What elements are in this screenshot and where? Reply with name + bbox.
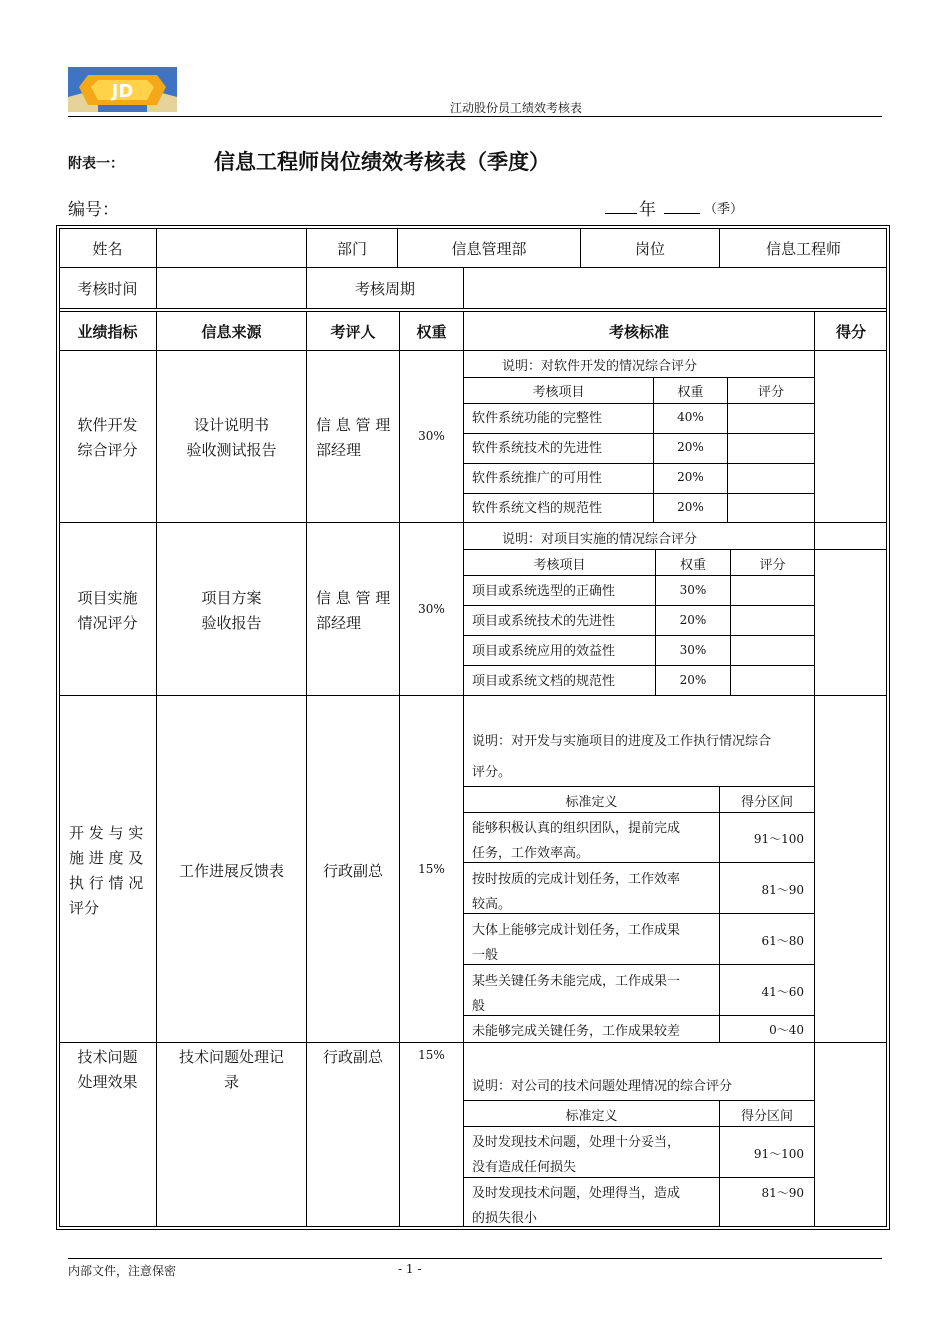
period-label: 考核周期 [354, 280, 415, 298]
score-range: 91～100 [753, 1147, 804, 1161]
item-weight: 30% [679, 643, 707, 657]
post-label: 岗位 [634, 240, 665, 258]
sub-header: 评分 [759, 558, 786, 573]
item-name: 软件系统功能的完整性 [472, 411, 603, 426]
indicator-line: 评分 [69, 899, 100, 917]
item-name: 项目或系统选型的正确性 [472, 584, 616, 599]
indicator-line: 施 进 度 及 [69, 849, 144, 867]
col-indicator: 业绩指标 [77, 323, 138, 341]
standard-note: 说明：对项目实施的情况综合评分 [502, 532, 698, 547]
score-range: 41～60 [761, 985, 804, 999]
evaluator-line: 信 息 管 理 [316, 416, 391, 434]
indicator-line: 综合评分 [77, 441, 138, 459]
sub-header: 标准定义 [565, 1109, 618, 1124]
item-name: 软件系统推广的可用性 [472, 471, 603, 486]
score-range: 81～90 [761, 883, 804, 897]
sub-header: 权重 [677, 385, 704, 400]
definition-line: 般 [472, 999, 486, 1014]
sub-header: 权重 [679, 558, 706, 573]
name-label: 姓名 [92, 240, 123, 258]
indicator-line: 技术问题 [77, 1048, 138, 1066]
confidential-note: 内部文件，注意保密 [68, 1264, 177, 1278]
item-weight: 30% [679, 583, 707, 597]
source-line: 验收报告 [201, 614, 262, 632]
page-number: - 1 - [398, 1262, 422, 1276]
sub-header: 标准定义 [565, 795, 618, 810]
item-weight: 20% [679, 673, 707, 687]
source-line: 技术问题处理记 [178, 1048, 284, 1066]
item-weight: 20% [677, 500, 704, 514]
definition-line: 一般 [472, 948, 499, 963]
dept-label: 部门 [336, 240, 367, 258]
definition-line: 未能够完成关键任务，工作成果较差 [472, 1024, 681, 1039]
item-name: 软件系统文档的规范性 [472, 501, 603, 516]
sub-header: 得分区间 [740, 1109, 793, 1124]
weight-value: 15% [418, 862, 445, 876]
source-line: 验收测试报告 [186, 441, 277, 459]
indicator-line: 执 行 情 况 [69, 874, 144, 892]
source-line: 项目方案 [201, 589, 262, 607]
score-range: 61～80 [761, 934, 804, 948]
weight-value: 30% [418, 602, 445, 616]
evaluator-line: 信 息 管 理 [316, 589, 391, 607]
col-score: 得分 [835, 323, 866, 341]
col-source: 信息来源 [201, 323, 262, 341]
standard-note: 说明：对开发与实施项目的进度及工作执行情况综合 [472, 734, 772, 749]
season-label: （季） [704, 202, 744, 217]
item-name: 项目或系统技术的先进性 [472, 614, 616, 629]
source-line: 工作进展反馈表 [178, 862, 284, 880]
svg-text:JD: JD [111, 81, 134, 102]
item-name: 软件系统技术的先进性 [472, 441, 603, 456]
sub-header: 考核项目 [533, 558, 586, 573]
evaluator-line: 部经理 [316, 614, 362, 632]
sub-header: 得分区间 [740, 795, 793, 810]
document-name: 江动股份员工绩效考核表 [450, 101, 583, 115]
post-value: 信息工程师 [765, 240, 841, 258]
indicator-line: 项目实施 [77, 589, 138, 607]
appendix-label: 附表一： [68, 156, 124, 172]
standard-note: 说明：对软件开发的情况综合评分 [502, 359, 698, 374]
score-range: 91～100 [753, 832, 804, 846]
definition-line: 的损失很小 [472, 1211, 538, 1226]
evaluator-line: 行政副总 [322, 1048, 383, 1066]
definition-line: 某些关键任务未能完成，工作成果一 [472, 974, 681, 989]
definition-line: 没有造成任何损失 [472, 1160, 577, 1175]
name-value[interactable] [157, 238, 306, 258]
footer-rule [68, 1258, 882, 1259]
item-weight: 20% [679, 613, 707, 627]
time-label: 考核时间 [77, 280, 138, 298]
item-name: 项目或系统应用的效益性 [472, 644, 616, 659]
source-line: 设计说明书 [193, 416, 269, 434]
item-weight: 20% [677, 470, 704, 484]
year-label: 年 [639, 200, 656, 220]
col-standard: 考核标准 [608, 323, 669, 341]
serial-label: 编号： [68, 200, 119, 220]
score-range: 0～40 [769, 1023, 804, 1037]
dept-value: 信息管理部 [451, 240, 527, 258]
item-weight: 20% [677, 440, 704, 454]
definition-line: 按时按质的完成计划任务，工作效率 [472, 872, 681, 887]
col-evaluator: 考评人 [330, 323, 376, 341]
indicator-line: 处理效果 [77, 1073, 138, 1091]
weight-value: 30% [418, 429, 445, 443]
weight-value: 15% [418, 1048, 445, 1062]
indicator-line: 开 发 与 实 [69, 824, 144, 842]
definition-line: 任务，工作效率高。 [472, 846, 590, 861]
item-name: 项目或系统文档的规范性 [472, 674, 616, 689]
indicator-line: 软件开发 [77, 416, 138, 434]
evaluator-line: 行政副总 [322, 862, 383, 880]
page-title: 信息工程师岗位绩效考核表（季度） [214, 149, 550, 174]
indicator-line: 情况评分 [77, 614, 138, 632]
definition-line: 及时发现技术问题，处理得当，造成 [472, 1186, 681, 1201]
col-weight: 权重 [416, 323, 447, 341]
item-weight: 40% [677, 410, 704, 424]
definition-line: 能够积极认真的组织团队，提前完成 [472, 821, 681, 836]
score-range: 81～90 [761, 1186, 804, 1200]
definition-line: 及时发现技术问题，处理十分妥当， [472, 1135, 681, 1150]
definition-line: 大体上能够完成计划任务，工作成果 [472, 923, 681, 938]
sub-header: 考核项目 [532, 385, 585, 400]
definition-line: 较高。 [472, 897, 512, 912]
sub-header: 评分 [757, 385, 784, 400]
source-line: 录 [223, 1073, 239, 1091]
standard-note: 评分。 [472, 765, 512, 780]
evaluator-line: 部经理 [316, 441, 362, 459]
standard-note: 说明：对公司的技术问题处理情况的综合评分 [472, 1079, 733, 1094]
